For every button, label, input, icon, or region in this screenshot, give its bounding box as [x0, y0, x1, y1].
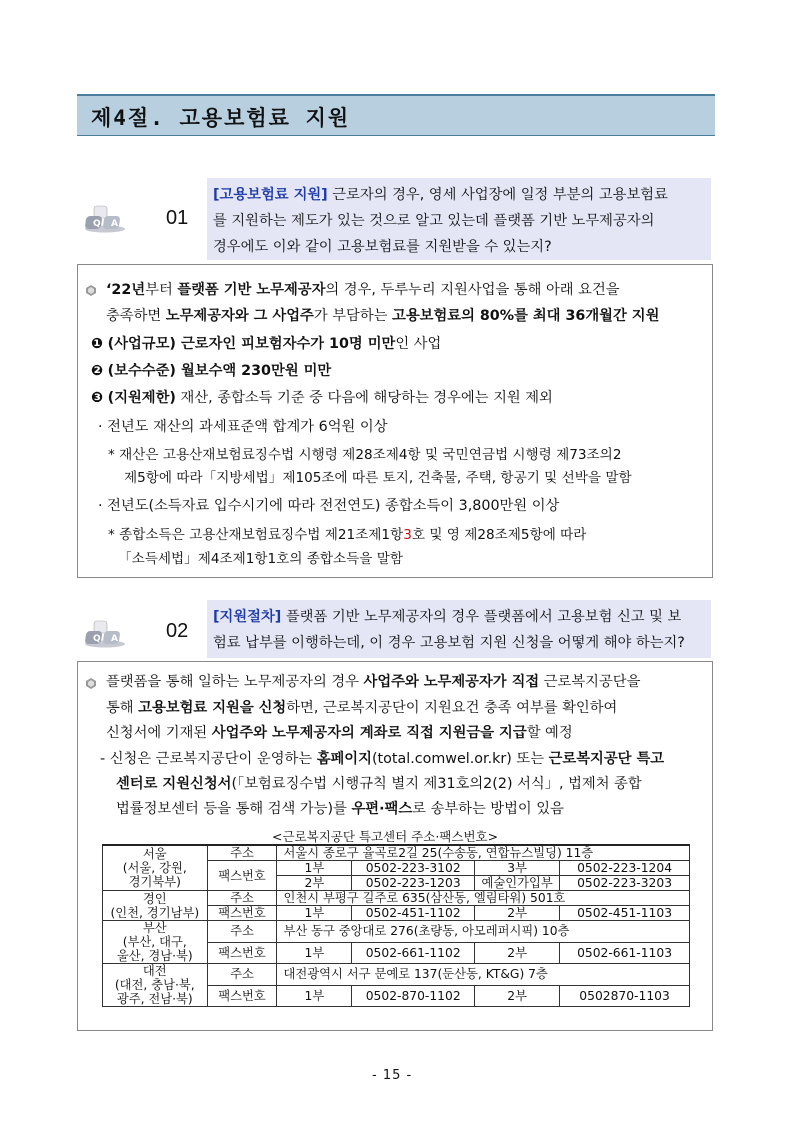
section-title: 제4절. 고용보험료 지원 — [91, 106, 351, 130]
fax-number-cell: 0502-223-1204 — [560, 861, 690, 876]
region-cell: 대전 (대전, 충남·북, 광주, 전남·북) — [103, 964, 208, 1007]
label-cell: 주소 — [207, 964, 277, 986]
question-tag: [고용보험료 지원] — [213, 187, 328, 203]
question-text: 를 지원하는 제도가 있는 것으로 알고 있는데 플랫폼 기반 노무제공자의 — [213, 213, 655, 229]
sub-bullet: · 전년도 재산의 과세표준액 합계가 6억원 이상 — [98, 419, 388, 435]
label-cell: 주소 — [207, 891, 277, 906]
section-title-bar — [77, 94, 715, 136]
svg-text:A: A — [111, 219, 118, 229]
table-caption: <근로복지공단 특고센터 주소·팩스번호> — [272, 829, 499, 844]
detail-line: 법률정보센터 등을 통해 검색 가능)를 우편·팩스로 송부하는 방법이 있음 — [116, 801, 564, 817]
region-cell: 서울 (서울, 강원, 경기북부) — [103, 845, 208, 891]
label-cell: 주소 — [207, 921, 277, 943]
question-box — [207, 178, 711, 260]
question-text: 근로자의 경우, 영세 사업장에 일정 부분의 고용보험료 — [327, 187, 668, 203]
detail-line: 센터로 지원신청서(「보험료징수법 시행규칙 별지 제31호의2(2) 서식」, 법제처 종합 — [116, 776, 642, 792]
question-text: 경우에도 이와 같이 고용보험료를 지원받을 수 있는지? — [213, 239, 552, 255]
fax-unit-cell: 1부 — [277, 861, 352, 876]
fax-number-cell: 0502-223-3102 — [352, 861, 475, 876]
fax-unit-cell: 1부 — [277, 942, 352, 964]
question-number: 02 — [166, 620, 189, 642]
page-number: - 15 - — [372, 1068, 413, 1083]
fax-unit-cell: 예술인가입부 — [475, 876, 560, 891]
detail-line: - 신청은 근로복지공단이 운영하는 홈페이지(total.comwel.or.kr) 또는 근로복지공단 특고 — [100, 751, 665, 767]
label-cell: 팩스번호 — [207, 861, 277, 891]
address-cell: 서울시 종로구 율곡로2길 25(수송동, 연합뉴스빌딩) 11층 — [277, 845, 690, 861]
address-cell: 대전광역시 서구 문예로 137(둔산동, KT&G) 7층 — [277, 964, 690, 986]
fax-unit-cell: 2부 — [277, 876, 352, 891]
answer-line: 신청서에 기재된 사업주와 노무제공자의 계좌로 직접 지원금을 지급할 예정 — [106, 725, 573, 741]
note-line: 「소득세법」제4조제1항1호의 종합소득을 말함 — [118, 551, 404, 567]
fax-number-cell: 0502870-1103 — [560, 985, 690, 1007]
address-cell: 인천시 부평구 길주로 635(삼산동, 엘림타워) 501호 — [277, 891, 690, 906]
note-line: 제5항에 따라「지방세법」제105조에 따른 토지, 건축물, 주택, 항공기 및 선박을 말함 — [124, 470, 632, 486]
fax-unit-cell: 1부 — [277, 906, 352, 921]
bullet-icon — [84, 283, 98, 297]
fax-number-cell: 0502-223-3203 — [560, 876, 690, 891]
label-cell: 팩스번호 — [207, 942, 277, 964]
fax-unit-cell: 3부 — [475, 861, 560, 876]
region-cell: 부산 (부산, 대구, 울산, 경남·북) — [103, 921, 208, 964]
fax-number-cell: 0502-661-1102 — [352, 942, 475, 964]
svg-text:A: A — [111, 634, 118, 644]
answer-box — [77, 661, 713, 1031]
qa-icon — [84, 620, 126, 648]
question-tag: [지원절차] — [213, 609, 282, 625]
criteria-item: ❶ (사업규모) 근로자인 피보험자수가 10명 미만인 사업 — [91, 336, 442, 352]
fax-number-cell: 0502-870-1102 — [352, 985, 475, 1007]
fax-unit-cell: 2부 — [475, 906, 560, 921]
svg-text:Q: Q — [93, 219, 101, 229]
note-line: * 종합소득은 고용산재보험료징수법 제21조제1항3호 및 영 제28조제5항에 따라 — [108, 527, 587, 543]
table-row — [103, 921, 690, 943]
table-row — [103, 964, 690, 986]
question-box — [207, 600, 711, 658]
fax-unit-cell: 2부 — [475, 985, 560, 1007]
qa-icon — [84, 205, 126, 233]
center-table — [102, 844, 690, 1007]
answer-box — [77, 264, 713, 578]
bullet-icon — [84, 676, 98, 690]
label-cell: 주소 — [207, 845, 277, 861]
fax-unit-cell: 2부 — [475, 942, 560, 964]
svg-text:Q: Q — [93, 634, 101, 644]
fax-number-cell: 0502-661-1103 — [560, 942, 690, 964]
label-cell: 팩스번호 — [207, 906, 277, 921]
table-row — [103, 891, 690, 906]
question-text: 플랫폼 기반 노무제공자의 경우 플랫폼에서 고용보험 신고 및 보 — [281, 609, 682, 625]
answer-line: ‘22년부터 플랫폼 기반 노무제공자의 경우, 두루누리 지원사업을 통해 아래 요건을 — [106, 282, 620, 298]
answer-line: 통해 고용보험료 지원을 신청하면, 근로복지공단이 지원요건 충족 여부를 확인하여 — [106, 700, 618, 716]
criteria-item: ❸ (지원제한) 재산, 종합소득 기준 중 다음에 해당하는 경우에는 지원 제외 — [91, 390, 553, 406]
fax-number-cell: 0502-451-1102 — [352, 906, 475, 921]
criteria-item: ❷ (보수수준) 월보수액 230만원 미만 — [91, 363, 332, 379]
answer-line: 충족하면 노무제공자와 그 사업주가 부담하는 고용보험료의 80%를 최대 36개월간 지원 — [106, 308, 660, 324]
fax-number-cell: 0502-451-1103 — [560, 906, 690, 921]
question-text: 험료 납부를 이행하는데, 이 경우 고용보험 지원 신청을 어떻게 해야 하는지? — [213, 635, 685, 651]
fax-unit-cell: 1부 — [277, 985, 352, 1007]
region-cell: 경인 (인천, 경기남부) — [103, 891, 208, 921]
sub-bullet: · 전년도(소득자료 입수시기에 따라 전전연도) 종합소득이 3,800만원 이상 — [98, 498, 560, 514]
label-cell: 팩스번호 — [207, 985, 277, 1007]
note-line: * 재산은 고용산재보험료징수법 시행령 제28조제4항 및 국민연금법 시행령 제73조의2 — [108, 447, 622, 463]
question-number: 01 — [166, 207, 189, 229]
answer-line: 플랫폼을 통해 일하는 노무제공자의 경우 사업주와 노무제공자가 직접 근로복지공단을 — [106, 674, 641, 690]
address-cell: 부산 동구 중앙대로 276(초량동, 아모레퍼시픽) 10층 — [277, 921, 690, 943]
fax-number-cell: 0502-223-1203 — [352, 876, 475, 891]
table-row — [103, 845, 690, 861]
